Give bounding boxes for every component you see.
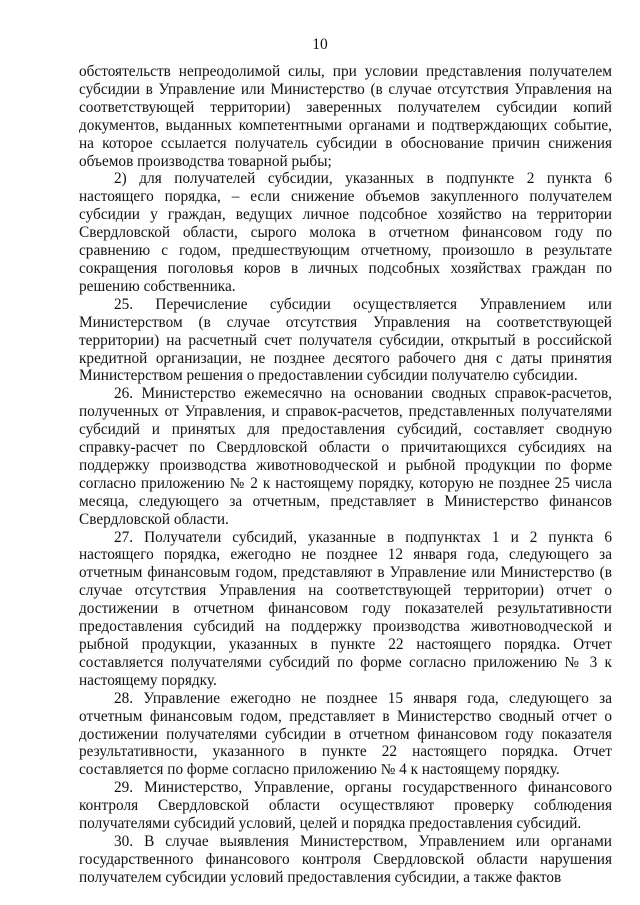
paragraph-clause-26: 26. Министерство ежемесячно на основании сводных справок-расчетов, полученных от Управления, и справок-расчетов, представленных получателями субсидий и принятых для предоставления субсидий, составляет сводную справку-расчет по Свердловской области о причитающихся субсидиях на поддержку производства животноводческой и рыбной продукции по форме согласно приложению № 2 к настоящему порядку, которую не позднее 25 числа месяца, следующего за отчетным, представляет в Министерство финансов Свердловской области. xyxy=(79,385,612,528)
paragraph-clause-30: 30. В случае выявления Министерством, Управлением или органами государственного финансового контроля Свердловской области нарушения получателем субсидии условий предоставления субсидии, а также фактов xyxy=(79,832,612,886)
paragraph-item-2: 2) для получателей субсидии, указанных в подпункте 2 пункта 6 настоящего порядка, – если снижение объемов закупленного получателем субсидии у граждан, ведущих личное подсобное хозяйство на территории Свердловской области, сырого молока в отчетном финансовом году по сравнению с годом, предшествующим отчетному, произошло в результате сокращения поголовья коров в личных подсобных хозяйствах граждан по решению собственника. xyxy=(79,170,612,295)
paragraph-clause-27: 27. Получатели субсидий, указанные в подпунктах 1 и 2 пункта 6 настоящего порядка, ежегодно не позднее 12 января года, следующего за отчетным финансовым годом, представляют в Управление или Министерство (в случае отсутствия Управления на соответствующей территории) отчет о достижении в отчетном финансовом году показателей результативности предоставления субсидий на поддержку производства животноводческой и рыбной продукции, указанных в пункте 22 настоящего порядка. Отчет составляется получателями субсидий по форме согласно приложению № 3 к настоящему порядку. xyxy=(79,528,612,689)
paragraph-clause-28: 28. Управление ежегодно не позднее 15 января года, следующего за отчетным финансовым годом, представляет в Министерство сводный отчет о достижении получателями субсидии в отчетном финансовом году показателя результативности, указанного в пункте 22 настоящего порядка. Отчет составляется по форме согласно приложению № 4 к настоящему порядку. xyxy=(79,689,612,779)
document-body xyxy=(79,63,612,887)
paragraph-continuation: обстоятельств непреодолимой силы, при условии представления получателем субсидии в Управление или Министерство (в случае отсутствия Управления на соответствующей территории) заверенных получателем субсидии копий документов, выданных компетентными органами и подтверждающих событие, на которое ссылается получатель субсидии в обоснование причин снижения объемов производства товарной рыбы; xyxy=(79,63,612,170)
page-number: 10 xyxy=(312,36,328,53)
paragraph-clause-29: 29. Министерство, Управление, органы государственного финансового контроля Свердловской области осуществляют проверку соблюдения получателями субсидий условий, целей и порядка предоставления субсидий. xyxy=(79,779,612,833)
paragraph-clause-25: 25. Перечисление субсидии осуществляется Управлением или Министерством (в случае отсутствия Управления на соответствующей территории) на расчетный счет получателя субсидии, открытый в российской кредитной организации, не позднее десятого рабочего дня с даты принятия Министерством решения о предоставлении субсидии получателю субсидии. xyxy=(79,295,612,385)
